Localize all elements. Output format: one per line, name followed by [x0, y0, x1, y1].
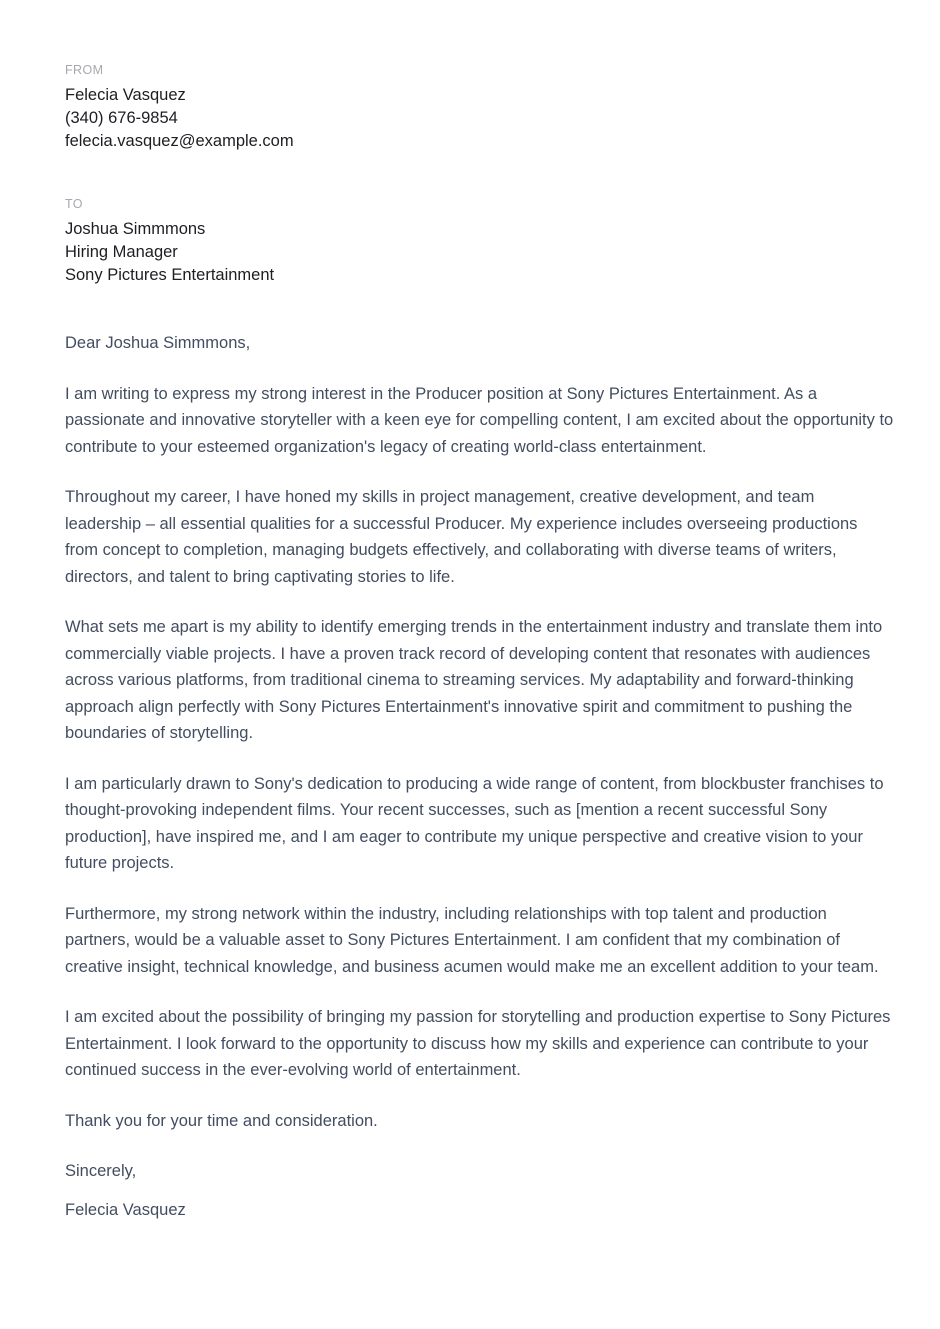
recipient-company: Sony Pictures Entertainment — [65, 266, 275, 284]
sender-email: felecia.vasquez@example.com — [65, 132, 294, 150]
paragraph-strengths: What sets me apart is my ability to identify emerging trends in the entertainment industry and translate them into commercially viable projects. I have a proven track record of developing content that resonates with audiences across various platforms, from traditional cinema to streaming services. My adaptability and forward-thinking approach align perfectly with Sony Pictures Entertainment's innovative spirit and commitment to pushing the boundaries of storytelling. — [65, 618, 883, 742]
paragraph-company-interest: I am particularly drawn to Sony's dedication to producing a wide range of content, from blockbuster franchises to thought-provoking independent films. Your recent successes, such as [mention a recent successful Sony production], have inspired me, and I am eager to contribute my unique perspective and creative vision to your future projects. — [65, 774, 884, 872]
to-label: TO — [65, 197, 83, 211]
sender-block — [65, 62, 894, 153]
recipient-block — [65, 196, 894, 287]
closing: Sincerely, — [65, 1162, 137, 1180]
paragraph-outro: I am excited about the possibility of bringing my passion for storytelling and production expertise to Sony Pictures Entertainment. I look forward to the opportunity to discuss how my skills and experience can contribute to your continued success in the ever-evolving world of entertainment. — [65, 1008, 891, 1079]
paragraph-intro: I am writing to express my strong interest in the Producer position at Sony Pictures Entertainment. As a passionate and innovative storyteller with a keen eye for compelling content, I am excited about the opportunity to contribute to your esteemed organization's legacy of creating world-class entertainment. — [65, 384, 894, 456]
recipient-job-title: Hiring Manager — [65, 243, 178, 261]
salutation: Dear Joshua Simmmons, — [65, 334, 251, 352]
paragraph-thanks: Thank you for your time and consideration. — [65, 1111, 378, 1130]
paragraph-career: Throughout my career, I have honed my skills in project management, creative development, and team leadership – all essential qualities for a successful Producer. My experience includes overseeing productions from concept to completion, managing budgets effectively, and collaborating with diverse teams of writers, directors, and talent to bring captivating stories to life. — [65, 488, 858, 586]
from-label: FROM — [65, 63, 104, 77]
sender-phone: (340) 676-9854 — [65, 109, 178, 127]
letter-body — [65, 330, 894, 1223]
signature-name: Felecia Vasquez — [65, 1200, 186, 1219]
recipient-name: Joshua Simmmons — [65, 220, 206, 238]
paragraph-network: Furthermore, my strong network within the industry, including relationships with top talent and production partners, would be a valuable asset to Sony Pictures Entertainment. I am confident that my combination of creative insight, technical knowledge, and business acumen would make me an excellent addition to your team. — [65, 904, 879, 976]
sender-name: Felecia Vasquez — [65, 86, 186, 104]
